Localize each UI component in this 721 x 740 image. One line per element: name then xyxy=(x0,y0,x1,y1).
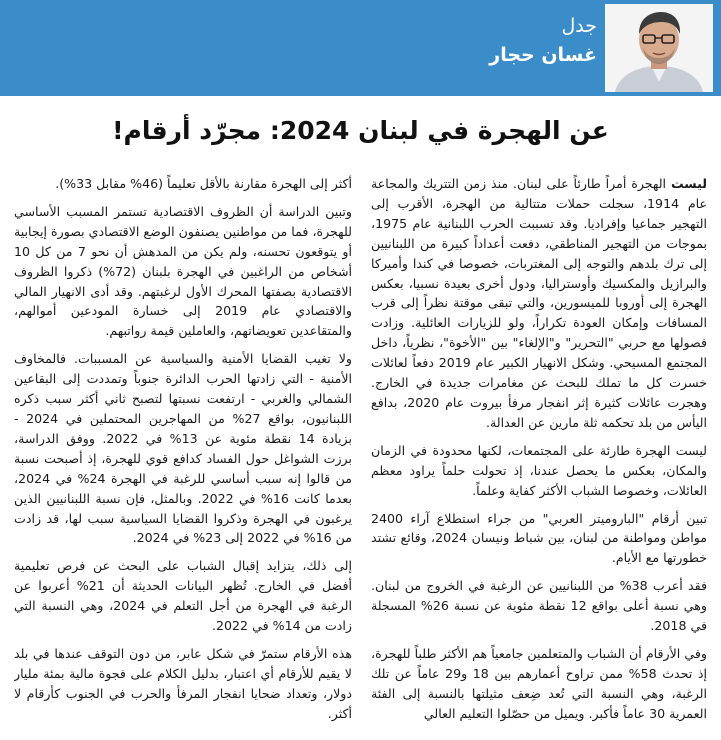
lead-text: الهجرة أمراً طارئاً على لبنان. منذ زمن التتريك والمجاعة عام 1914، سجلت حملات متتالية من الهجرة، الأقرب إلى التهجير جماعيا وإفراديا. وقد تسببت الحرب اللبنانية عام 1975، بموجات من التهجير المناطقي، دفعت أعداداً كبيرة من اللبنانيين إلى ترك بلدهم والتوجه إلى المغتربات، خصوصا في كندا وأميركا والبرازيل والمكسيك وأوستراليا، ودول أخرى بعيدة نسبيا، بعكس الهجرة إلى أوروبا للميسورين، والتي تبقى موقتة نظراً إلى قرب المسافات وإمكان العودة تكراراً، ولو للزيارات العائلية. وزادت فصولها مع حربي "التحرير" و"الإلغاء" بين "الأخوة"، نظرياً، داخل المجتمع المسيحي. وشكل الانهيار الكبير عام 2019 دفعاً لعائلات خسرت كل ما تملك للبحث عن مغامرات جديدة في الخارج. وهجرت عائلات كثيرة إثر انفجار مرفأ بيروت عام 2020، بدافع اليأس من بلد تحكمه ثلة مارين عن العدالة. xyxy=(371,176,707,430)
lead-word: ليست xyxy=(670,176,707,191)
column-right xyxy=(371,174,707,740)
header-labels xyxy=(489,14,597,68)
paragraph: وفي الأرقام أن الشباب والمتعلمين جامعياً هم الأكثر طلباً للهجرة، إذ تحدث 58% ممن تراوح أعمارهم بين 18 و29 عاماً عن تلك الرغبة، وهي النسبة التي تُعد ضِعف مثيلتها بالنسبة إلى الفئة العمرية 30 عاماً فأكبر. ويميل من حصّلوا التعليم العالي xyxy=(371,645,707,721)
paragraph: أكثر إلى الهجرة مقارنة بالأقل تعليماً (46% مقابل 33%). xyxy=(55,176,352,191)
column-left xyxy=(14,174,352,740)
paragraph: إلى ذلك، يتزايد إقبال الشباب على البحث عن فرص تعليمية أفضل في الخارج. تُظهر البيانات الحديثة أن 21% أعربوا عن الرغبة في الهجرة من أجل التعلم في 2024، وهي النسبة التي زادت من 14% في 2022. xyxy=(14,558,352,634)
author-avatar xyxy=(605,4,713,92)
paragraph: هذه الأرقام ستمرّ في شكل عابر، من دون التوقف عندها في بلد لا يقيم للأرقام أي اعتبار، بدليل الكلام على فجوة مالية بمئة مليار دولار، وتعداد ضحايا انفجار المرفأ والحرب في الجنوب كأرقام لا أكثر. xyxy=(14,645,352,721)
author-name: غسان حجار xyxy=(489,44,597,66)
author-portrait-icon xyxy=(605,4,713,92)
paragraph: ليست الهجرة طارئة على المجتمعات، لكنها محدودة في الزمان والمكان، بعكس ما يحصل عندنا، إذ تحولت حلماً يراود معظم العائلات، وخصوصا الشباب الأكثر كفاية وعلماً. xyxy=(371,442,707,498)
paragraph: تبين أرقام "الباروميتر العربي" من جراء استطلاع آراء 2400 مواطن ومواطنة من لبنان، بين شباط ونيسان 2024، وقائع تشتد خطورتها مع الأيام. xyxy=(371,510,707,566)
paragraph: ولا تغيب القضايا الأمنية والسياسية عن المسببات. فالمخاوف الأمنية - التي زادتها الحرب الدائرة جنوباً وتمددت إلى البقاعين الشمالي والغربي - ارتفعت نسبتها لتصبح ثاني أكثر سبب ذكره اللبنانيون، بواقع 27% من المهاجرين المحتملين في 2024 - بزيادة 14 نقطة مئوية عن 13% في 2022. ووفق الدراسة، برزت الشواغل حول الفساد كدافع قوي للهجرة، إذ أصبحت نسبة من قالوا إنه سبب أساسي للرغبة في الهجرة 24% في 2024، بعدما كانت 16% في 2022. وبالمثل، فإن نسبة اللبنانيين الذين يرغبون في الهجرة وذكروا القضايا السياسية سبب لها، قد زادت من 16% في 2022 إلى 23% في 2024. xyxy=(14,351,352,546)
paragraph: وتبين الدراسة أن الظروف الاقتصادية تستمر المسبب الأساسي للهجرة، فما من مواطنين يصنفون الوضع الاقتصادي بصورة إيجابية أو يتوقعون تحسنه، ولم يكن من المدهش أن نحو 7 من كل 10 أشخاص من الراغبين في الهجرة بلبنان (72%) ذكروا الظروف الاقتصادية بصفتها المحرك الأول لرغبتهم. وقد أدى الانهيار المالي والاقتصادي عام 2019 إلى خسارة المودعين أموالهم، والمتقاعدين تعويضاتهم، والعاملين قيمة رواتبهم. xyxy=(14,203,352,339)
paragraph-lead xyxy=(371,174,707,433)
article-headline: عن الهجرة في لبنان 2024: مجرّد أرقام! xyxy=(112,116,609,145)
section-label: جدل xyxy=(561,15,597,37)
paragraph: فقد أعرب 38% من اللبنانيين عن الرغبة في الخروج من لبنان. وهي نسبة أعلى بواقع 12 نقطة مئوية عن نسبة 26% المسجلة في 2018. xyxy=(371,578,707,634)
header-band xyxy=(0,0,721,96)
